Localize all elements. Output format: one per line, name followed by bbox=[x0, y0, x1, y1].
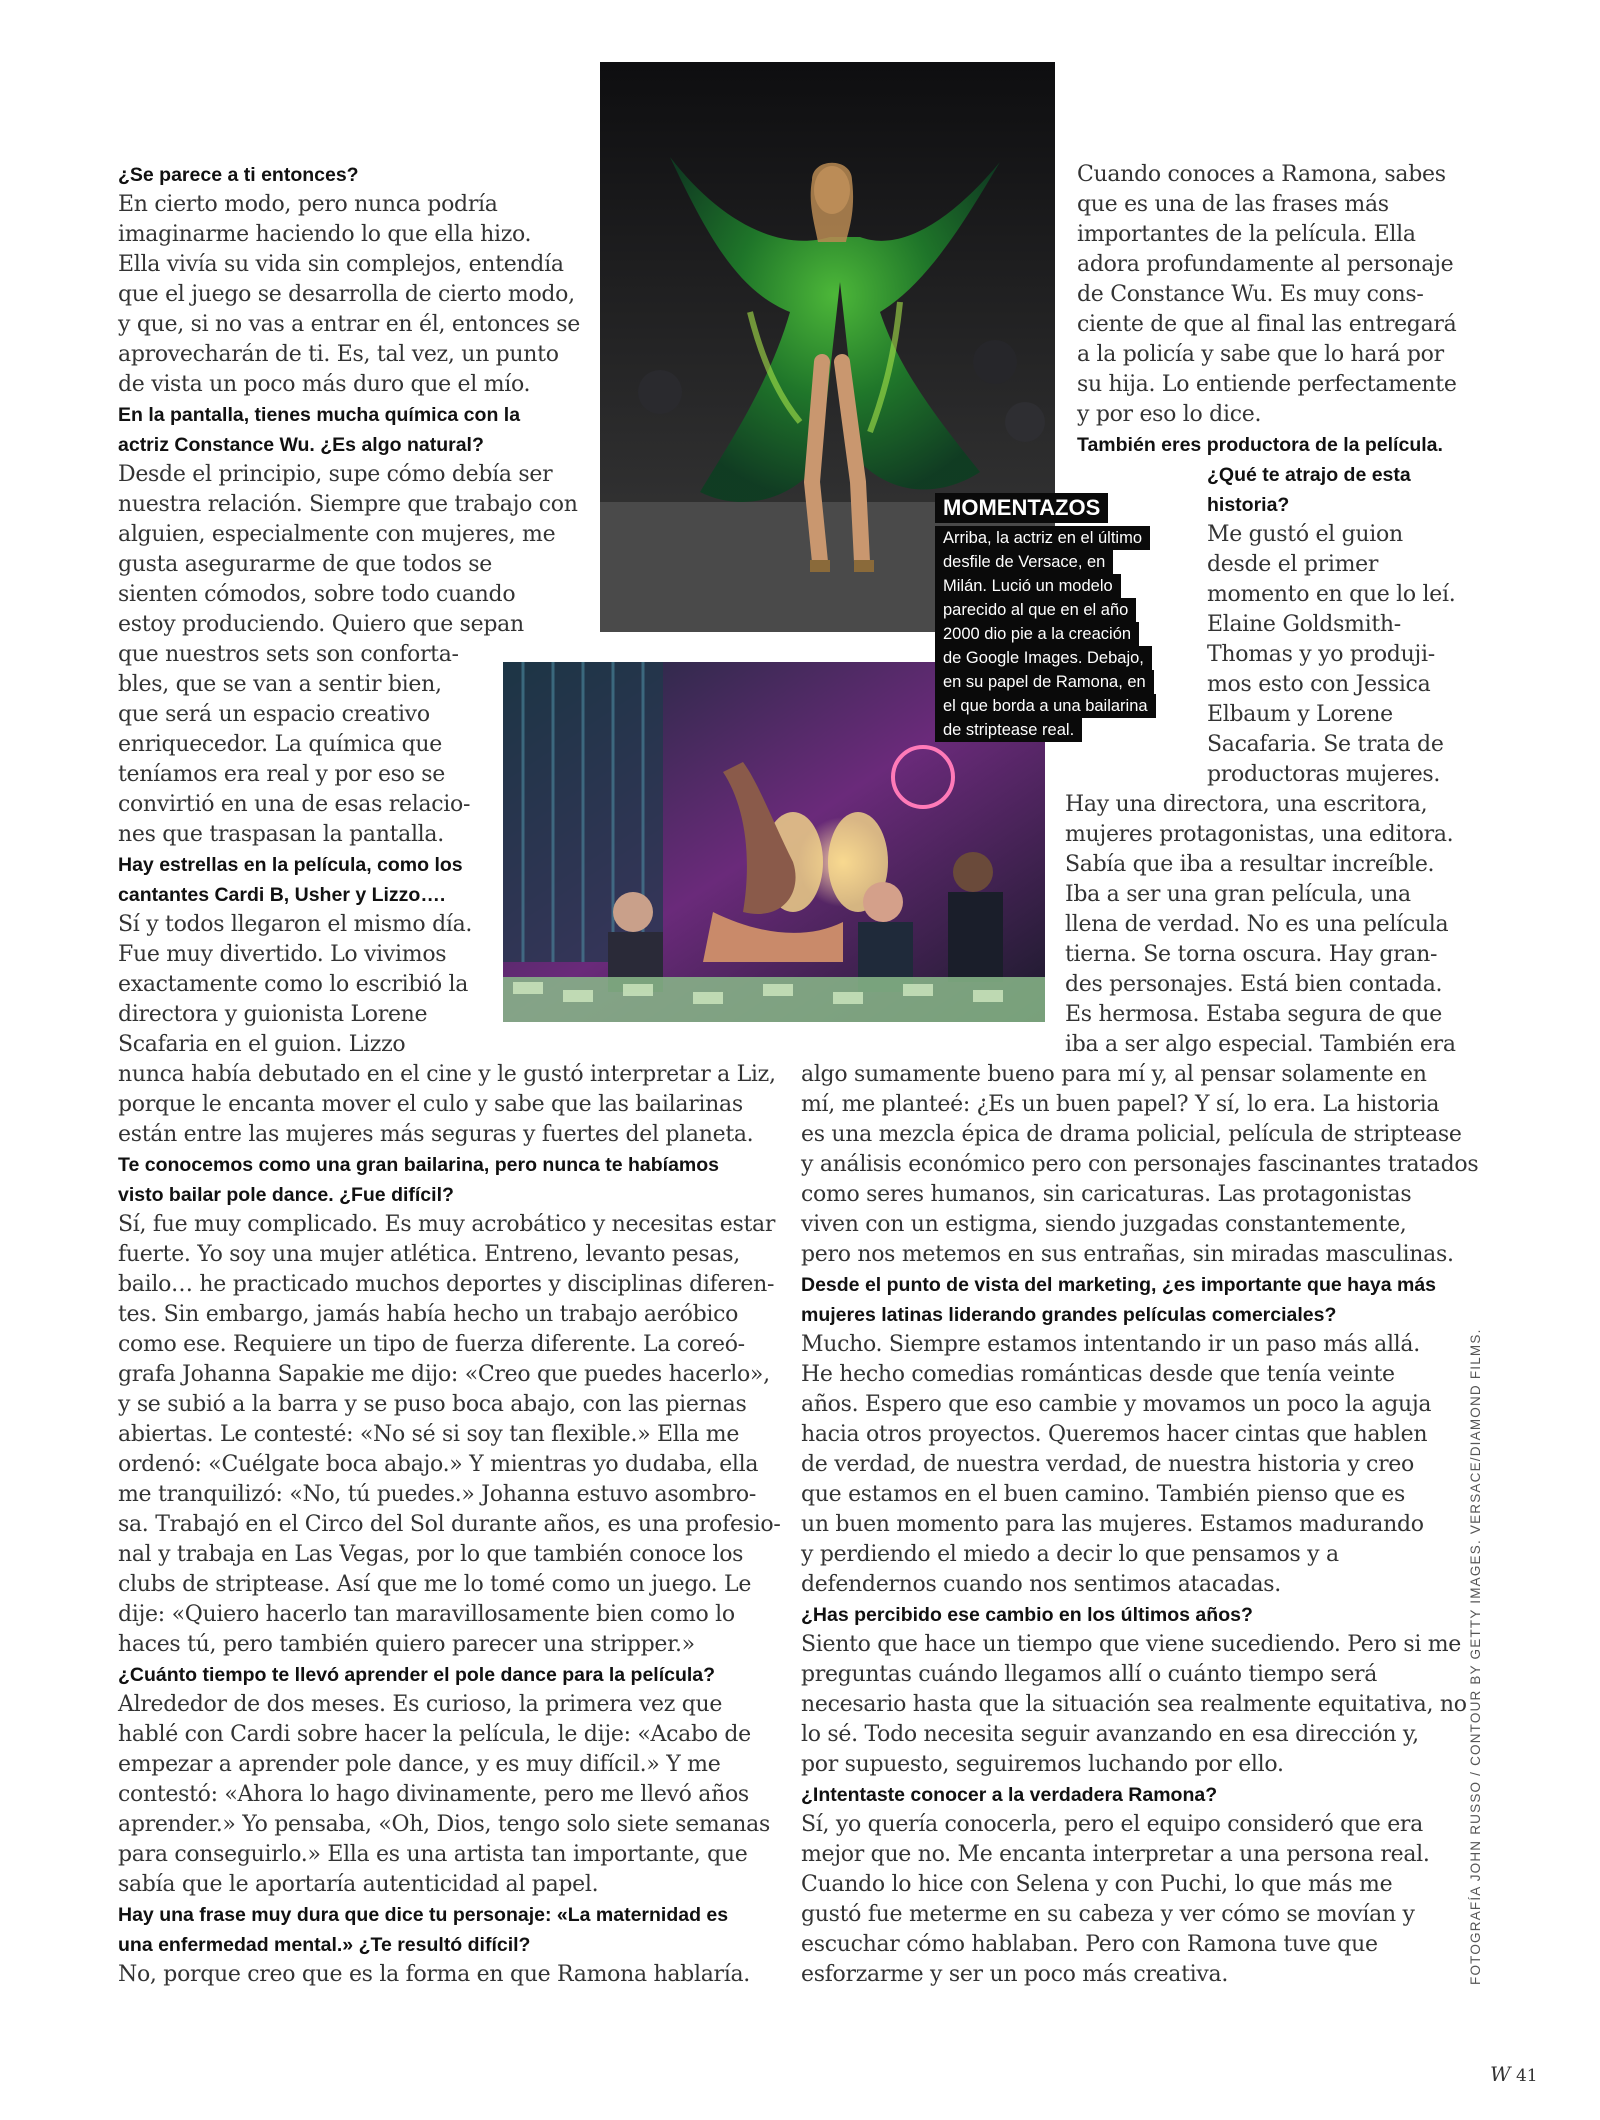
answer-line: momento en que lo leí. bbox=[1207, 582, 1456, 607]
answer-line: que estamos en el buen camino. También pienso que es bbox=[801, 1482, 1405, 1507]
answer-line: aprender.» Yo pensaba, «Oh, Dios, tengo solo siete semanas bbox=[118, 1812, 770, 1837]
answer-line: que nuestros sets son conforta- bbox=[118, 642, 459, 667]
answer-line: Sabía que iba a resultar increíble. bbox=[1065, 852, 1435, 877]
answer-line: y que, si no vas a entrar en él, entonces se bbox=[118, 312, 580, 337]
answer-line: de verdad, de nuestra verdad, de nuestra historia y creo bbox=[801, 1452, 1414, 1477]
question-line: visto bailar pole dance. ¿Fue difícil? bbox=[118, 1184, 454, 1206]
answer-line: nunca había debutado en el cine y le gustó interpretar a Liz, bbox=[118, 1062, 776, 1087]
answer-line: No, porque creo que es la forma en que Ramona hablaría. bbox=[118, 1962, 750, 1987]
answer-line: y análisis económico pero con personajes fascinantes tratados bbox=[801, 1152, 1479, 1177]
answer-line: He hecho comedias románticas desde que tenía veinte bbox=[801, 1362, 1395, 1387]
answer-line: alguien, especialmente con mujeres, me bbox=[118, 522, 556, 547]
answer-line: lo sé. Todo necesita seguir avanzando en esa dirección y, bbox=[801, 1722, 1419, 1747]
answer-line: por supuesto, seguiremos luchando por ello. bbox=[801, 1752, 1284, 1777]
answer-line: de Constance Wu. Es muy cons- bbox=[1077, 282, 1424, 307]
answer-line: a la policía y sabe que lo hará por bbox=[1077, 342, 1444, 367]
answer-line: desde el primer bbox=[1207, 552, 1379, 577]
question-line: historia? bbox=[1207, 494, 1290, 516]
caption-line: parecido al que en el año bbox=[935, 598, 1136, 622]
answer-line: y perdiendo el miedo a decir lo que pensamos y a bbox=[801, 1542, 1339, 1567]
caption-lines bbox=[935, 526, 1185, 742]
answer-line: teníamos era real y por eso se bbox=[118, 762, 446, 787]
answer-line: Cuando lo hice con Selena y con Puchi, lo que más me bbox=[801, 1872, 1393, 1897]
answer-line: bles, que se van a sentir bien, bbox=[118, 672, 442, 697]
answer-line: Hay una directora, una escritora, bbox=[1065, 792, 1428, 817]
column-right-narrow bbox=[1207, 460, 1477, 790]
question-line: Desde el punto de vista del marketing, ¿es importante que haya más bbox=[801, 1274, 1437, 1296]
answer-line: iba a ser algo especial. También era bbox=[1065, 1032, 1456, 1057]
answer-line: Elaine Goldsmith- bbox=[1207, 612, 1401, 637]
answer-line: En cierto modo, pero nunca podría bbox=[118, 192, 498, 217]
answer-line: mujeres protagonistas, una editora. bbox=[1065, 822, 1454, 847]
answer-line: pero nos metemos en sus entrañas, sin miradas masculinas. bbox=[801, 1242, 1454, 1267]
answer-line: directora y guionista Lorene bbox=[118, 1002, 428, 1027]
question-line: ¿Intentaste conocer a la verdadera Ramona? bbox=[801, 1784, 1218, 1806]
answer-line: hacia otros proyectos. Queremos hacer cintas que hablen bbox=[801, 1422, 1428, 1447]
answer-line: hablé con Cardi sobre hacer la película, le dije: «Acabo de bbox=[118, 1722, 751, 1747]
caption-line: de striptease real. bbox=[935, 718, 1082, 742]
answer-line: estoy produciendo. Quiero que sepan bbox=[118, 612, 524, 637]
question-line: En la pantalla, tienes mucha química con la bbox=[118, 404, 521, 426]
answer-line: y se subió a la barra y se puso boca abajo, con las piernas bbox=[118, 1392, 747, 1417]
answer-line: mos esto con Jessica bbox=[1207, 672, 1431, 697]
answer-line: nal y trabaja en Las Vegas, por lo que también conoce los bbox=[118, 1542, 744, 1567]
caption-line: Milán. Lució un modelo bbox=[935, 574, 1121, 598]
answer-line: Mucho. Siempre estamos intentando ir un paso más allá. bbox=[801, 1332, 1420, 1357]
answer-line: empezar a aprender pole dance, y es muy difícil.» Y me bbox=[118, 1752, 721, 1777]
answer-line: defendernos cuando nos sentimos atacadas. bbox=[801, 1572, 1281, 1597]
answer-line: Iba a ser una gran película, una bbox=[1065, 882, 1411, 907]
answer-line: des personajes. Está bien contada. bbox=[1065, 972, 1443, 997]
photo-credit-text: FOTOGRAFÍA JOHN RUSSO / CONTOUR BY GETTY IMAGES. VERSACE/DIAMOND FILMS. bbox=[1468, 1328, 1483, 1985]
answer-line: preguntas cuándo llegamos allí o cuánto tiempo será bbox=[801, 1662, 1378, 1687]
answer-line: Scafaria en el guion. Lizzo bbox=[118, 1032, 406, 1057]
answer-line: es una mezcla épica de drama policial, película de striptease bbox=[801, 1122, 1462, 1147]
question-line: una enfermedad mental.» ¿Te resultó difícil? bbox=[118, 1934, 531, 1956]
caption-title: MOMENTAZOS bbox=[935, 493, 1108, 523]
answer-line: escuchar cómo hablaban. Pero con Ramona tuve que bbox=[801, 1932, 1378, 1957]
question-line: Hay una frase muy dura que dice tu personaje: «La maternidad es bbox=[118, 1904, 729, 1926]
answer-line: tierna. Se torna oscura. Hay gran- bbox=[1065, 942, 1438, 967]
question-line: mujeres latinas liderando grandes películas comerciales? bbox=[801, 1304, 1337, 1326]
answer-line: esforzarme y ser un poco más creativa. bbox=[801, 1962, 1229, 1987]
answer-line: aprovecharán de ti. Es, tal vez, un punto bbox=[118, 342, 559, 367]
answer-line: necesario hasta que la situación sea realmente equitativa, no bbox=[801, 1692, 1467, 1717]
answer-line: mejor que no. Me encanta interpretar a una persona real. bbox=[801, 1842, 1430, 1867]
caption-line: 2000 dio pie a la creación bbox=[935, 622, 1139, 646]
column-right-top bbox=[1077, 160, 1477, 460]
answer-line: nuestra relación. Siempre que trabajo con bbox=[118, 492, 578, 517]
answer-line: adora profundamente al personaje bbox=[1077, 252, 1454, 277]
answer-line: como ese. Requiere un tipo de fuerza diferente. La coreó- bbox=[118, 1332, 745, 1357]
answer-line: que el juego se desarrolla de cierto modo, bbox=[118, 282, 575, 307]
answer-line: tes. Sin embargo, jamás había hecho un trabajo aeróbico bbox=[118, 1302, 739, 1327]
answer-line: como seres humanos, sin caricaturas. Las protagonistas bbox=[801, 1182, 1412, 1207]
answer-line: ciente de que al final las entregará bbox=[1077, 312, 1457, 337]
question-line: Te conocemos como una gran bailarina, pero nunca te habíamos bbox=[118, 1154, 720, 1176]
question-line: actriz Constance Wu. ¿Es algo natural? bbox=[118, 434, 484, 456]
answer-line: convirtió en una de esas relacio- bbox=[118, 792, 471, 817]
question-line: Hay estrellas en la película, como los bbox=[118, 854, 463, 876]
answer-line: clubs de striptease. Así que me lo tomé como un juego. Le bbox=[118, 1572, 752, 1597]
answer-line: enriquecedor. La química que bbox=[118, 732, 442, 757]
answer-line: Fue muy divertido. Lo vivimos bbox=[118, 942, 447, 967]
answer-line: sienten cómodos, sobre todo cuando bbox=[118, 582, 516, 607]
answer-line: porque le encanta mover el culo y sabe que las bailarinas bbox=[118, 1092, 743, 1117]
answer-line: fuerte. Yo soy una mujer atlética. Entreno, levanto pesas, bbox=[118, 1242, 740, 1267]
answer-line: nes que traspasan la pantalla. bbox=[118, 822, 444, 847]
answer-line: mí, me planteé: ¿Es un buen papel? Y sí, lo era. La historia bbox=[801, 1092, 1440, 1117]
photo-caption bbox=[935, 493, 1185, 742]
answer-line: gusta asegurarme de que todos se bbox=[118, 552, 492, 577]
answer-line: Sacafaria. Se trata de bbox=[1207, 732, 1444, 757]
question-line: También eres productora de la película. bbox=[1077, 434, 1443, 456]
caption-line: de Google Images. Debajo, bbox=[935, 646, 1152, 670]
answer-line: dije: «Quiero hacerlo tan maravillosamente bien como lo bbox=[118, 1602, 735, 1627]
answer-line: Desde el principio, supe cómo debía ser bbox=[118, 462, 553, 487]
answer-line: Me gustó el guion bbox=[1207, 522, 1403, 547]
answer-line: Alrededor de dos meses. Es curioso, la primera vez que bbox=[118, 1692, 723, 1717]
question-line: ¿Has percibido ese cambio en los últimos años? bbox=[801, 1604, 1253, 1626]
answer-line: que es una de las frases más bbox=[1077, 192, 1389, 217]
answer-line: para conseguirlo.» Ella es una artista tan importante, que bbox=[118, 1842, 748, 1867]
answer-line: importantes de la película. Ella bbox=[1077, 222, 1416, 247]
answer-line: años. Espero que eso cambie y movamos un poco la aguja bbox=[801, 1392, 1432, 1417]
answer-line: Es hermosa. Estaba segura de que bbox=[1065, 1002, 1443, 1027]
answer-line: Siento que hace un tiempo que viene sucediendo. Pero si me bbox=[801, 1632, 1462, 1657]
answer-line: Sí, fue muy complicado. Es muy acrobático y necesitas estar bbox=[118, 1212, 776, 1237]
answer-line: su hija. Lo entiende perfectamente bbox=[1077, 372, 1457, 397]
answer-line: viven con un estigma, siendo juzgadas constantemente, bbox=[801, 1212, 1407, 1237]
answer-line: gustó fue meterme en su cabeza y ver cómo se movían y bbox=[801, 1902, 1415, 1927]
magazine-logo: W bbox=[1490, 2062, 1511, 2086]
column-right-bottom bbox=[801, 1060, 1491, 1990]
answer-line: abiertas. Le contesté: «No sé si soy tan flexible.» Ella me bbox=[118, 1422, 740, 1447]
answer-line: Sí y todos llegaron el mismo día. bbox=[118, 912, 473, 937]
answer-line: ordenó: «Cuélgate boca abajo.» Y mientras yo dudaba, ella bbox=[118, 1452, 759, 1477]
caption-line: en su papel de Ramona, en bbox=[935, 670, 1154, 694]
answer-line: llena de verdad. No es una película bbox=[1065, 912, 1449, 937]
page-folio bbox=[1490, 2062, 1538, 2086]
answer-line: Thomas y yo produji- bbox=[1207, 642, 1435, 667]
answer-line: Cuando conoces a Ramona, sabes bbox=[1077, 162, 1446, 187]
column-right-mid bbox=[1065, 790, 1485, 1060]
question-line: ¿Cuánto tiempo te llevó aprender el pole dance para la película? bbox=[118, 1664, 716, 1686]
answer-line: exactamente como lo escribió la bbox=[118, 972, 469, 997]
answer-line: grafa Johanna Sapakie me dijo: «Creo que puedes hacerlo», bbox=[118, 1362, 770, 1387]
answer-line: un buen momento para las mujeres. Estamos madurando bbox=[801, 1512, 1424, 1537]
answer-line: me tranquilizó: «No, tú puedes.» Johanna estuvo asombro- bbox=[118, 1482, 756, 1507]
answer-line: haces tú, pero también quiero parecer una stripper.» bbox=[118, 1632, 695, 1657]
answer-line: de vista un poco más duro que el mío. bbox=[118, 372, 531, 397]
answer-line: imaginarme haciendo lo que ella hizo. bbox=[118, 222, 532, 247]
page-number: 41 bbox=[1515, 2066, 1538, 2086]
question-line: cantantes Cardi B, Usher y Lizzo…. bbox=[118, 884, 446, 906]
answer-line: están entre las mujeres más seguras y fuertes del planeta. bbox=[118, 1122, 754, 1147]
answer-line: productoras mujeres. bbox=[1207, 762, 1441, 787]
question-line: ¿Se parece a ti entonces? bbox=[118, 164, 359, 186]
answer-line: algo sumamente bueno para mí y, al pensar solamente en bbox=[801, 1062, 1427, 1087]
answer-line: sabía que le aportaría autenticidad al papel. bbox=[118, 1872, 599, 1897]
answer-line: Elbaum y Lorene bbox=[1207, 702, 1393, 727]
answer-line: Ella vivía su vida sin complejos, entendía bbox=[118, 252, 564, 277]
answer-line: que será un espacio creativo bbox=[118, 702, 430, 727]
question-line: ¿Qué te atrajo de esta bbox=[1207, 464, 1411, 486]
answer-line: sa. Trabajó en el Circo del Sol durante años, es una profesio- bbox=[118, 1512, 781, 1537]
caption-line: Arriba, la actriz en el último bbox=[935, 526, 1150, 550]
caption-line: el que borda a una bailarina bbox=[935, 694, 1156, 718]
answer-line: contestó: «Ahora lo hago divinamente, pero me llevó años bbox=[118, 1782, 749, 1807]
answer-line: Sí, yo quería conocerla, pero el equipo consideró que era bbox=[801, 1812, 1423, 1837]
answer-line: bailo… he practicado muchos deportes y disciplinas diferen- bbox=[118, 1272, 775, 1297]
answer-line: y por eso lo dice. bbox=[1077, 402, 1262, 427]
caption-line: desfile de Versace, en bbox=[935, 550, 1113, 574]
